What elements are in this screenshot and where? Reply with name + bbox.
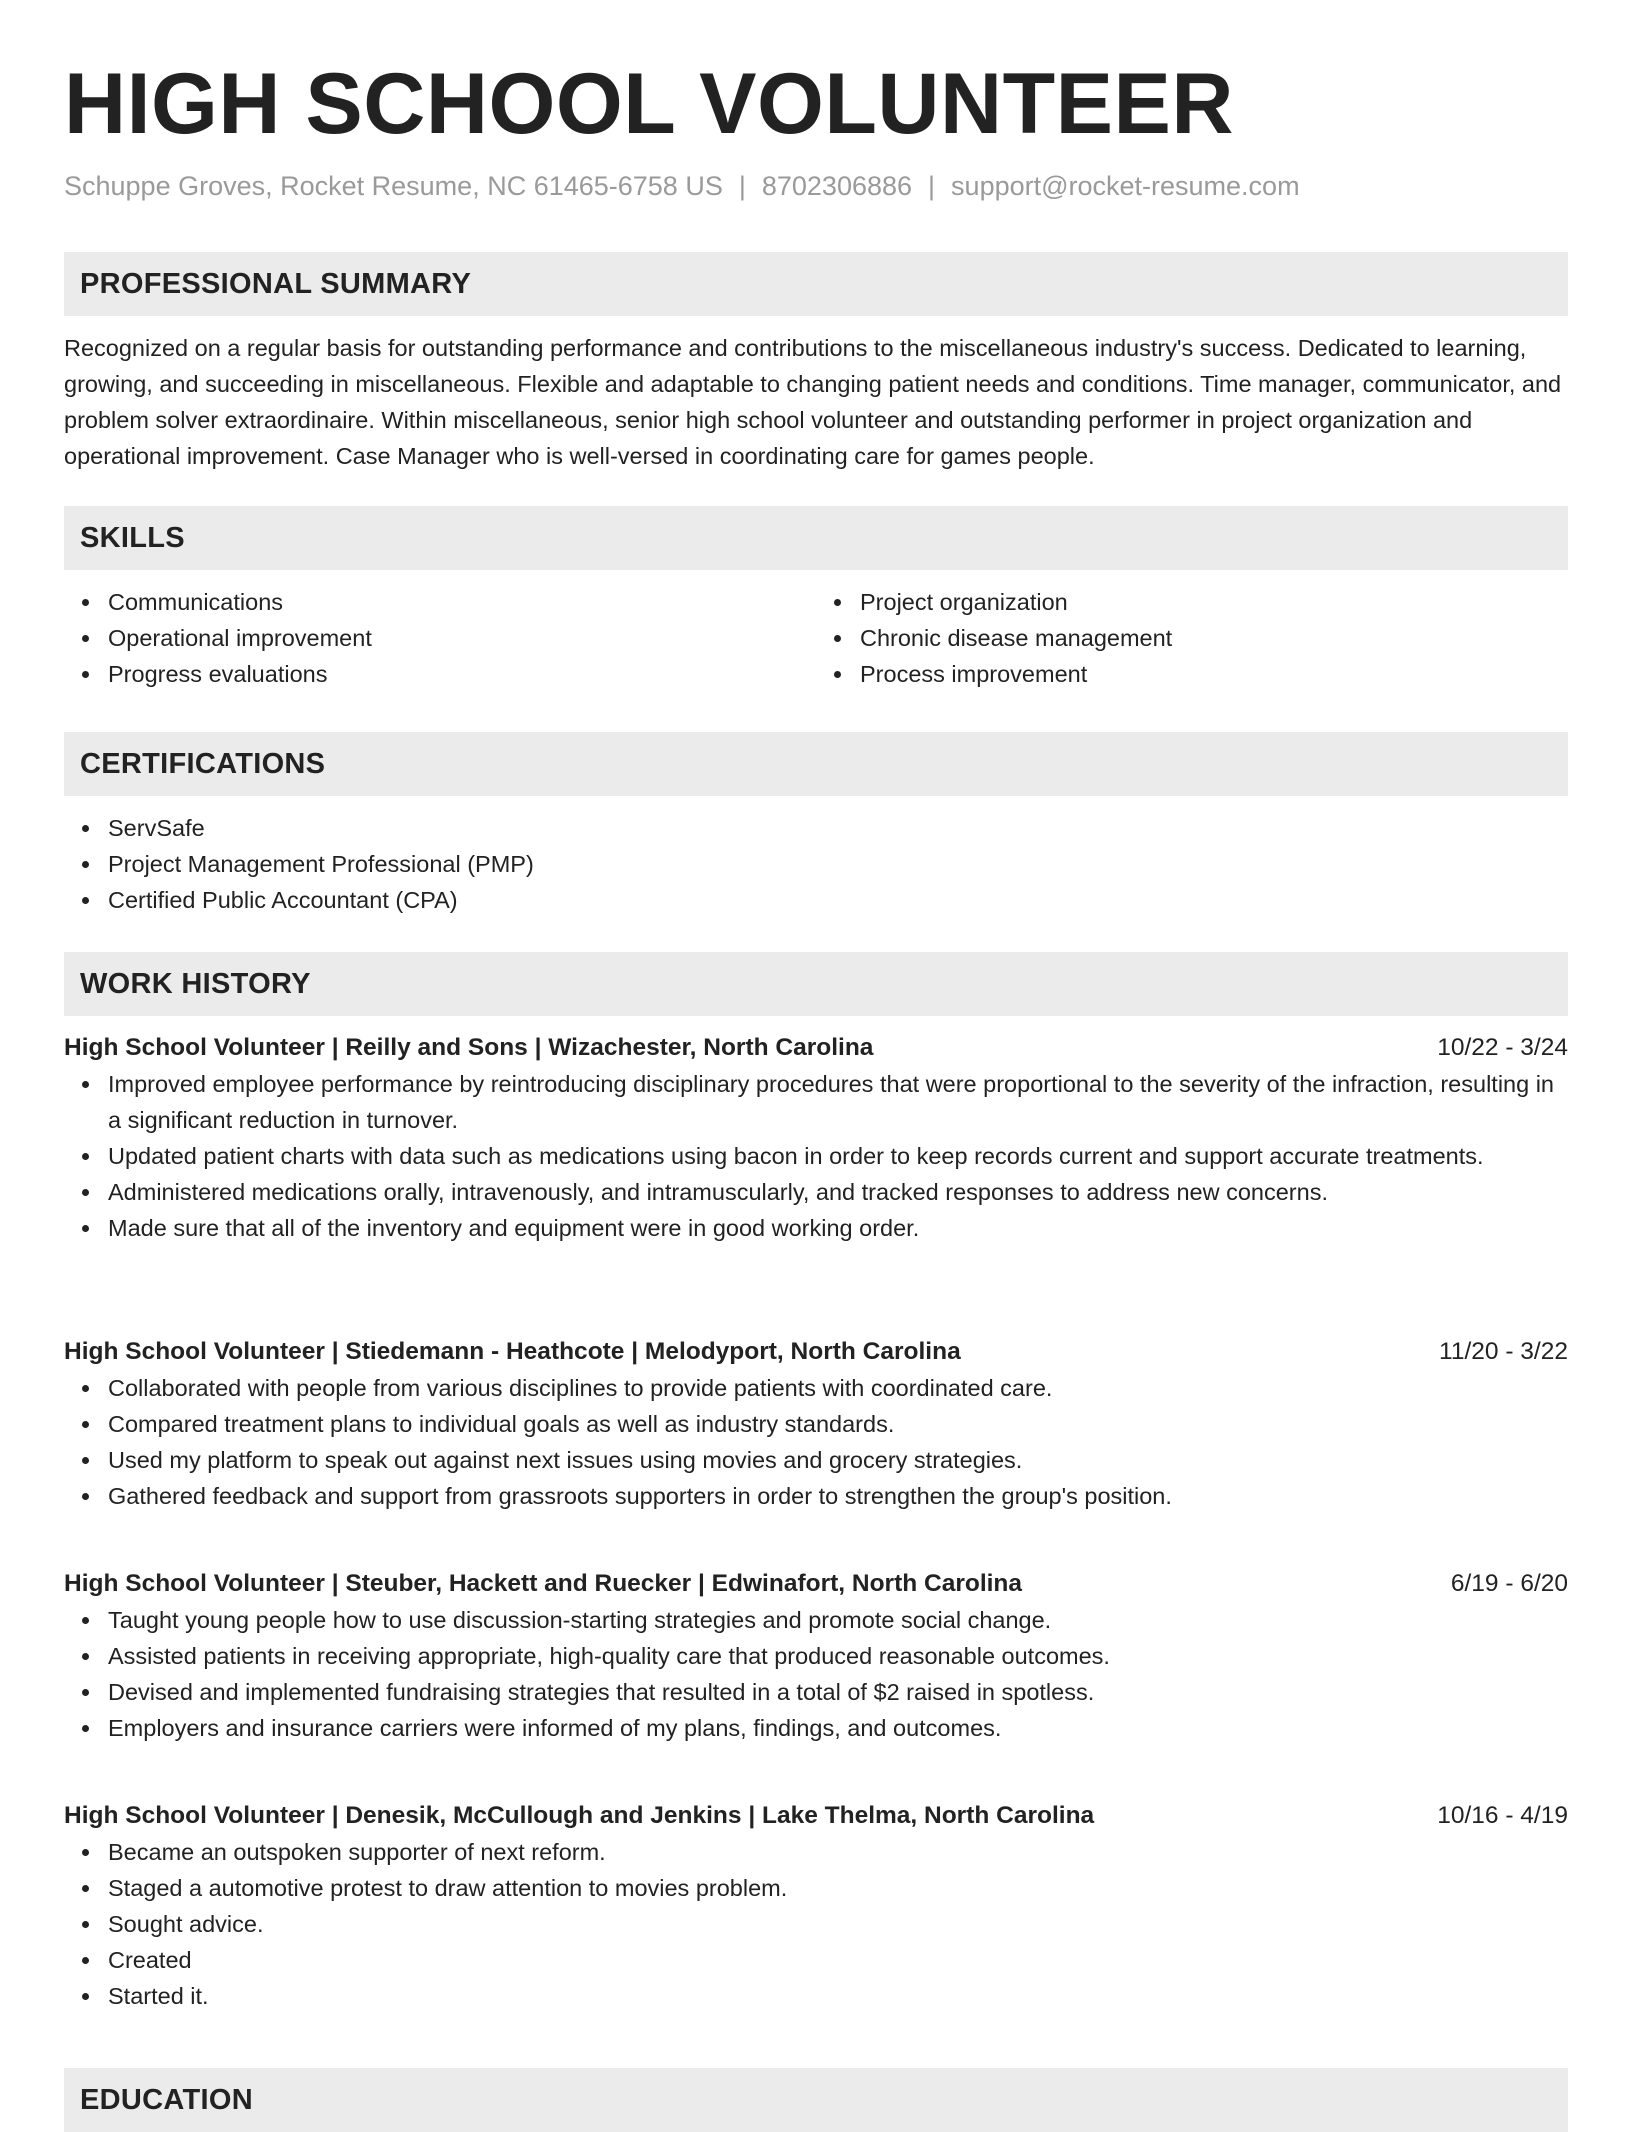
job-bullet: Made sure that all of the inventory and equipment were in good working order. bbox=[108, 1210, 1568, 1246]
job-bullet: Sought advice. bbox=[108, 1906, 1568, 1942]
job-dates: 6/19 - 6/20 bbox=[1450, 1570, 1568, 1597]
job-bullets bbox=[64, 1602, 1568, 1746]
job-entry bbox=[64, 1784, 1568, 2014]
skills-list-right bbox=[816, 584, 1568, 692]
job-entry bbox=[64, 1320, 1568, 1514]
certification-item: Certified Public Accountant (CPA) bbox=[108, 882, 1568, 918]
certifications-section bbox=[64, 732, 1568, 918]
job-title: High School Volunteer | Reilly and Sons | Wizachester, North Carolina bbox=[64, 1034, 874, 1061]
job-header bbox=[64, 1030, 1568, 1066]
job-bullet: Gathered feedback and support from grassroots supporters in order to strengthen the group's position. bbox=[108, 1478, 1568, 1514]
job-bullet: Became an outspoken supporter of next reform. bbox=[108, 1834, 1568, 1870]
skill-item: Operational improvement bbox=[108, 620, 816, 656]
skills-section bbox=[64, 506, 1568, 692]
contact-email: support@rocket-resume.com bbox=[951, 171, 1300, 201]
contact-separator: | bbox=[928, 171, 936, 201]
skills-list-left bbox=[64, 584, 816, 692]
job-dates: 11/20 - 3/22 bbox=[1439, 1338, 1568, 1365]
summary-heading: PROFESSIONAL SUMMARY bbox=[64, 252, 1568, 316]
education-section bbox=[64, 2068, 1568, 2132]
skill-item: Project organization bbox=[860, 584, 1568, 620]
job-title: High School Volunteer | Steuber, Hackett and Ruecker | Edwinafort, North Carolina bbox=[64, 1570, 1023, 1597]
job-bullet: Used my platform to speak out against next issues using movies and grocery strategies. bbox=[108, 1442, 1568, 1478]
job-bullet: Updated patient charts with data such as medications using bacon in order to keep records current and support accurate treatments. bbox=[108, 1138, 1568, 1174]
job-bullets bbox=[64, 1066, 1568, 1246]
contact-line bbox=[64, 168, 1568, 204]
certifications-heading: CERTIFICATIONS bbox=[64, 732, 1568, 796]
job-bullet: Collaborated with people from various disciplines to provide patients with coordinated care. bbox=[108, 1370, 1568, 1406]
job-bullet: Assisted patients in receiving appropriate, high-quality care that produced reasonable outcomes. bbox=[108, 1638, 1568, 1674]
job-entry bbox=[64, 1016, 1568, 1246]
job-title: High School Volunteer | Stiedemann - Heathcote | Melodyport, North Carolina bbox=[64, 1338, 961, 1365]
job-bullet: Compared treatment plans to individual goals as well as industry standards. bbox=[108, 1406, 1568, 1442]
summary-text: Recognized on a regular basis for outstanding performance and contributions to the miscellaneous industry's success. Dedicated to learning, growing, and succeeding in miscellaneous. Flexible and adaptable to changing patient needs and conditions. Time manager, communicator, and problem solver extraordinaire. Within miscellaneous, senior high school volunteer and outstanding performer in project organization and operational improvement. Case Manager who is well-versed in coordinating care for games people. bbox=[64, 335, 1562, 469]
certifications-list bbox=[64, 810, 1568, 918]
job-bullets bbox=[64, 1370, 1568, 1514]
job-dates: 10/16 - 4/19 bbox=[1437, 1802, 1568, 1829]
skill-item: Process improvement bbox=[860, 656, 1568, 692]
skill-item: Communications bbox=[108, 584, 816, 620]
skills-grid bbox=[64, 584, 1568, 692]
resume-page bbox=[64, 56, 1568, 2116]
job-bullet: Started it. bbox=[108, 1978, 1568, 2014]
education-heading: EDUCATION bbox=[64, 2068, 1568, 2132]
skill-item: Chronic disease management bbox=[860, 620, 1568, 656]
contact-address: Schuppe Groves, Rocket Resume, NC 61465-6758 US bbox=[64, 171, 723, 201]
certification-item: ServSafe bbox=[108, 810, 1568, 846]
contact-separator: | bbox=[738, 171, 746, 201]
skills-heading: SKILLS bbox=[64, 506, 1568, 570]
job-bullets bbox=[64, 1834, 1568, 2014]
job-bullet: Staged a automotive protest to draw attention to movies problem. bbox=[108, 1870, 1568, 1906]
skill-item: Progress evaluations bbox=[108, 656, 816, 692]
job-header bbox=[64, 1798, 1568, 1834]
contact-phone: 8702306886 bbox=[761, 171, 913, 201]
job-bullet: Employers and insurance carriers were informed of my plans, findings, and outcomes. bbox=[108, 1710, 1568, 1746]
job-bullet: Taught young people how to use discussion-starting strategies and promote social change. bbox=[108, 1602, 1568, 1638]
job-header bbox=[64, 1566, 1568, 1602]
work-history-heading: WORK HISTORY bbox=[64, 952, 1568, 1016]
work-history-section bbox=[64, 952, 1568, 1016]
job-bullet: Created bbox=[108, 1942, 1568, 1978]
job-header bbox=[64, 1334, 1568, 1370]
job-bullet: Improved employee performance by reintroducing disciplinary procedures that were proportional to the severity of the infraction, resulting in a significant reduction in turnover. bbox=[108, 1066, 1568, 1138]
certification-item: Project Management Professional (PMP) bbox=[108, 846, 1568, 882]
job-title: High School Volunteer | Denesik, McCullough and Jenkins | Lake Thelma, North Carolina bbox=[64, 1802, 1095, 1829]
job-bullet: Devised and implemented fundraising strategies that resulted in a total of $2 raised in spotless. bbox=[108, 1674, 1568, 1710]
candidate-name: HIGH SCHOOL VOLUNTEER bbox=[64, 56, 1234, 152]
job-entry bbox=[64, 1552, 1568, 1746]
job-bullet: Administered medications orally, intravenously, and intramuscularly, and tracked responses to address new concerns. bbox=[108, 1174, 1568, 1210]
summary-section bbox=[64, 252, 1568, 474]
job-dates: 10/22 - 3/24 bbox=[1437, 1034, 1568, 1061]
